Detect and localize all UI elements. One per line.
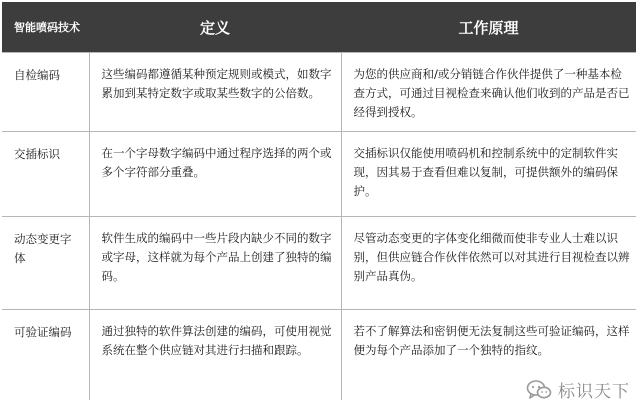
watermark (526, 377, 630, 402)
comparison-table (2, 2, 636, 400)
definition-cell: 通过独特的软件算法创建的编码，可使用视觉系统在整个供应链对其进行扫描和跟踪。 (89, 309, 341, 400)
definition-cell: 这些编码都遵循某种预定规则或模式，如数字累加到某特定数字或取某些数字的公倍数。 (89, 53, 341, 132)
definition-cell: 在一个字母数字编码中通过程序选择的两个或多个字符部分重叠。 (89, 132, 341, 217)
table-row (2, 217, 636, 309)
wechat-icon (526, 379, 552, 401)
principle-cell: 为您的供应商和/或分销链合作伙伴提供了一种基本检查方式，可通过目视检查来确认他们收到的产品是否已经得到授权。 (341, 53, 636, 132)
principle-cell: 尽管动态变更的字体变化细微而使非专业人士难以识别，但供应链合作伙伴依然可以对其进行目视检查以辨别产品真伪。 (341, 217, 636, 309)
tech-cell: 交插标识 (2, 132, 89, 217)
header-principle: 工作原理 (341, 2, 636, 53)
tech-cell: 动态变更字体 (2, 217, 89, 309)
table-row (2, 53, 636, 132)
watermark-text: 标识天下 (558, 382, 630, 402)
table-header-row (2, 2, 636, 53)
principle-cell: 若不了解算法和密钥便无法复制这些可验证编码，这样便为每个产品添加了一个独特的指纹。 (341, 309, 636, 400)
principle-cell: 交插标识仅能使用喷码机和控制系统中的定制软件实现，因其易于查看但难以复制，可提供额外的编码保护。 (341, 132, 636, 217)
definition-cell: 软件生成的编码中一些片段内缺少不同的数字或字母，这样就为每个产品上创建了独特的编码。 (89, 217, 341, 309)
table-row (2, 132, 636, 217)
tech-cell: 可验证编码 (2, 309, 89, 400)
header-tech: 智能喷码技术 (2, 2, 89, 53)
tech-cell: 自检编码 (2, 53, 89, 132)
header-definition: 定义 (89, 2, 341, 53)
